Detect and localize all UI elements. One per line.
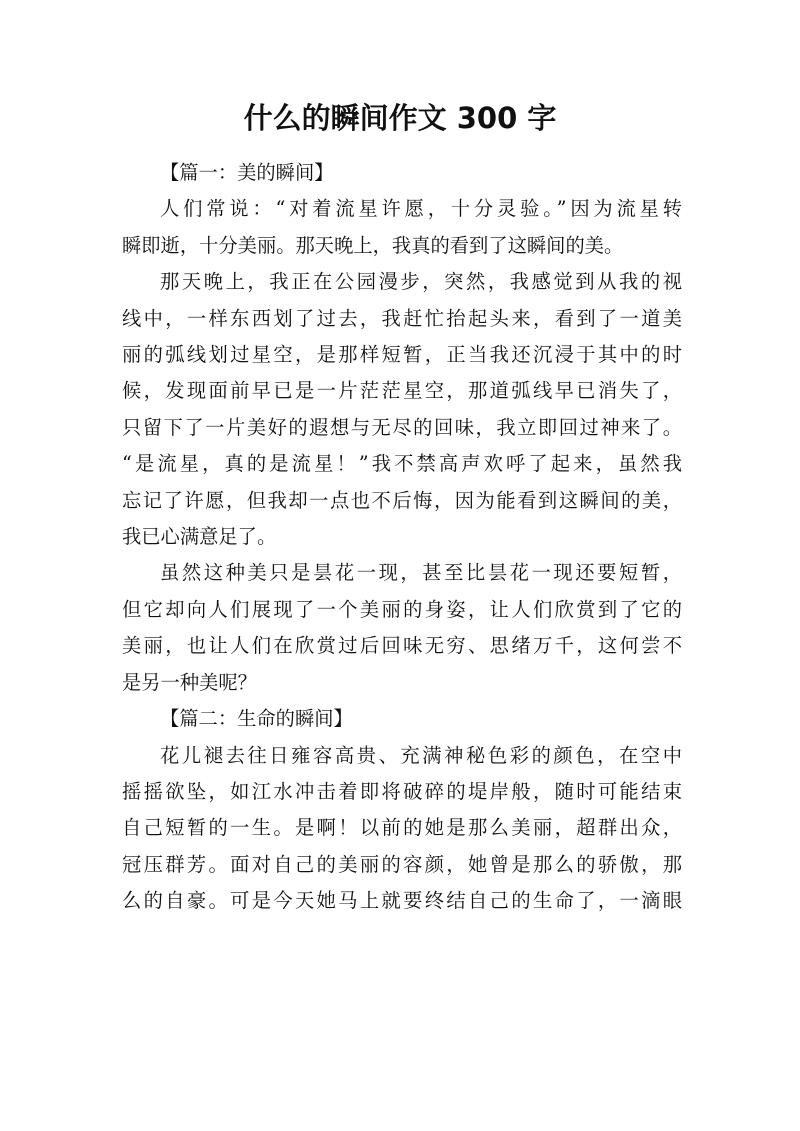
text-line: 忘记了许愿，但我却一点也不后悔，因为能看到这瞬间的美，	[122, 488, 682, 512]
text-line: 只留下了一片美好的遐想与无尽的回味，我立即回过神来了。	[122, 415, 682, 439]
document-body	[122, 155, 682, 920]
text-line: 是另一种美呢？	[122, 670, 257, 694]
text-line: 虽然这种美只是昙花一现，甚至比昙花一现还要短暂，	[160, 561, 682, 585]
text-line: 但它却向人们展现了一个美丽的身姿，让人们欣赏到了它的	[122, 597, 682, 621]
text-line: 线中，一样东西划了过去，我赶忙抬起头来，看到了一道美	[122, 306, 682, 330]
text-line: 那天晚上，我正在公园漫步，突然，我感觉到从我的视	[160, 270, 682, 294]
text-line: 候，发现面前早已是一片茫茫星空，那道弧线早已消失了，	[122, 379, 682, 403]
text-line: 人们常说：“对着流星许愿，十分灵验。”因为流星转	[160, 197, 682, 221]
document-title: 什么的瞬间作文 300 字	[243, 101, 557, 135]
text-line: 丽的弧线划过星空，是那样短暂，正当我还沉浸于其中的时	[122, 343, 682, 367]
text-line: “是流星，真的是流星！”我不禁高声欢呼了起来，虽然我	[122, 452, 682, 476]
text-line: 【篇二：生命的瞬间】	[160, 707, 353, 731]
text-line: 瞬即逝，十分美丽。那天晚上，我真的看到了这瞬间的美。	[122, 233, 624, 257]
text-line: 自己短暂的一生。是啊！以前的她是那么美丽，超群出众，	[122, 816, 682, 840]
text-line: 【篇一：美的瞬间】	[160, 161, 334, 184]
text-line: 我已心满意足了。	[122, 525, 277, 549]
text-line: 美丽，也让人们在欣赏过后回味无穷、思绪万千，这何尝不	[122, 634, 682, 658]
text-line: 冠压群芳。面对自己的美丽的容颜，她曾是那么的骄傲，那	[122, 852, 682, 876]
text-line: 花儿褪去往日雍容高贵、充满神秘色彩的颜色，在空中	[160, 743, 682, 767]
text-line: 摇摇欲坠，如江水冲击着即将破碎的堤岸般，随时可能结束	[122, 779, 682, 803]
text-line: 么的自豪。可是今天她马上就要终结自己的生命了，一滴眼	[122, 889, 682, 913]
